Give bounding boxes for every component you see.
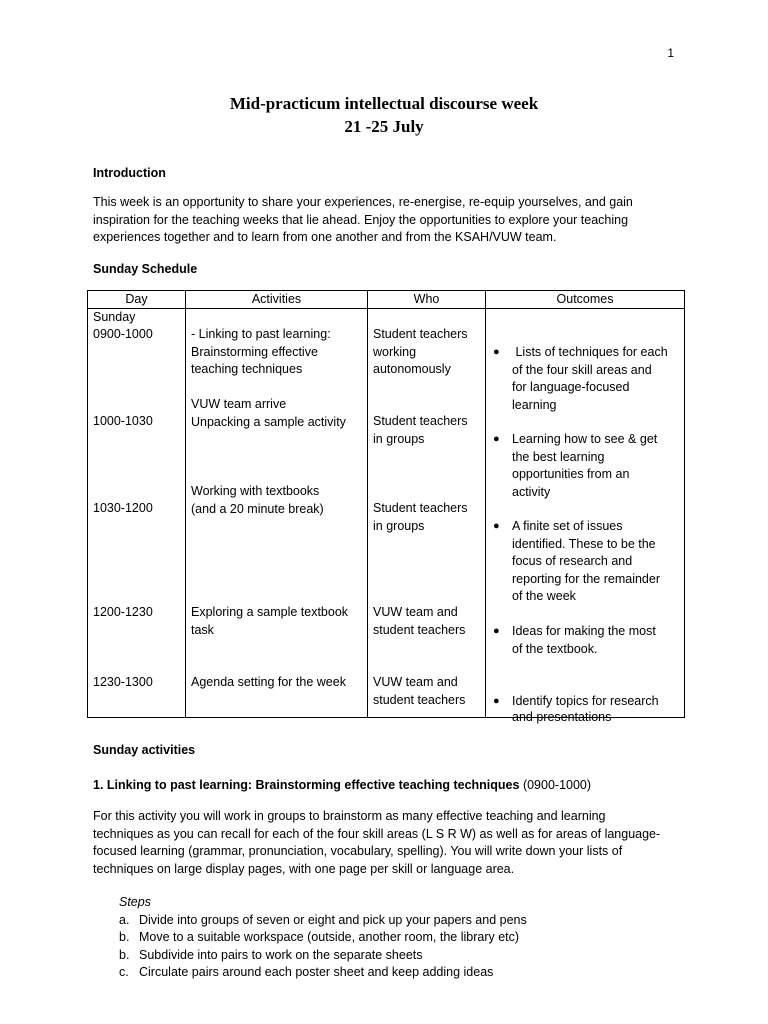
who-entry bbox=[373, 413, 468, 448]
who-line: student teachers bbox=[373, 622, 466, 637]
outcome-line: for language-focused bbox=[512, 380, 630, 394]
sunday-activities-heading: Sunday activities bbox=[93, 743, 196, 757]
activity-entry bbox=[191, 483, 324, 518]
header-who: Who bbox=[368, 291, 486, 309]
bullet-icon: ● bbox=[493, 346, 500, 358]
outcome-line: A finite set of issues bbox=[512, 519, 623, 533]
step-text: Circulate pairs around each poster sheet and keep adding ideas bbox=[139, 965, 494, 979]
outcome-line: focus of research and bbox=[512, 554, 633, 568]
who-line: working bbox=[373, 344, 417, 359]
list-item bbox=[119, 947, 527, 965]
day-label: Sunday bbox=[93, 310, 136, 324]
outcome-line: of the textbook. bbox=[512, 641, 598, 656]
activity-1-time: (0900-1000) bbox=[519, 778, 592, 792]
bullet-icon: ● bbox=[493, 433, 500, 445]
header-activities: Activities bbox=[186, 291, 368, 309]
who-column bbox=[368, 309, 486, 718]
step-text: Subdivide into pairs to work on the separate sheets bbox=[139, 947, 423, 962]
bullet-icon: ● bbox=[493, 695, 500, 707]
activity-1-paragraph bbox=[93, 808, 713, 878]
activity-line: Working with textbooks bbox=[191, 484, 320, 498]
document-title bbox=[0, 92, 768, 138]
who-line: in groups bbox=[373, 518, 425, 533]
header-day: Day bbox=[88, 291, 186, 309]
schedule-heading: Sunday Schedule bbox=[93, 262, 198, 276]
step-text: Move to a suitable workspace (outside, another room, the library etc) bbox=[139, 930, 520, 944]
outcome-line: reporting for the remainder bbox=[512, 571, 660, 586]
activity-line: Unpacking a sample activity bbox=[191, 414, 346, 429]
outcome-line: and presentations bbox=[512, 710, 612, 724]
introduction-paragraph bbox=[93, 194, 693, 247]
who-line: VUW team and bbox=[373, 675, 458, 689]
outcome-line: Learning how to see & get bbox=[512, 432, 658, 446]
steps-list bbox=[119, 894, 527, 982]
introduction-line: experiences together and to learn from one another and from the KSAH/VUW team. bbox=[93, 230, 557, 244]
activity-line: Brainstorming effective bbox=[191, 344, 318, 359]
outcome-line: the best learning bbox=[512, 449, 605, 464]
outcome-line: Lists of techniques for each bbox=[512, 345, 668, 359]
step-letter: b. bbox=[119, 930, 130, 944]
paragraph-line: techniques on large display pages, with one page per skill or language area. bbox=[93, 861, 515, 876]
outcome-line: opportunities from an bbox=[512, 467, 630, 481]
who-line: student teachers bbox=[373, 692, 466, 707]
who-line: in groups bbox=[373, 431, 425, 446]
activity-1-title bbox=[93, 777, 713, 795]
outcomes-column bbox=[486, 309, 685, 724]
who-line: VUW team and bbox=[373, 605, 458, 619]
day-column bbox=[88, 309, 186, 718]
who-line: Student teachers bbox=[373, 327, 468, 341]
outcome-line: activity bbox=[512, 484, 551, 499]
step-letter: b. bbox=[119, 947, 130, 962]
outcome-line: of the four skill areas and bbox=[512, 362, 652, 377]
activity-line: Exploring a sample textbook bbox=[191, 605, 349, 619]
activity-entry bbox=[191, 396, 346, 431]
page-number: 1 bbox=[667, 46, 674, 60]
time-slot: 1000-1030 bbox=[93, 414, 153, 428]
paragraph-line: focused learning (grammar, pronunciation, vocabulary, spelling). You will write down your lists of bbox=[93, 844, 623, 858]
sunday-schedule-table bbox=[87, 290, 685, 724]
who-entry bbox=[373, 326, 468, 379]
activity-line: task bbox=[191, 622, 214, 637]
activity-entry bbox=[191, 674, 346, 692]
activity-1-name: 1. Linking to past learning: Brainstorming effective teaching techniques bbox=[93, 778, 520, 792]
step-text: Divide into groups of seven or eight and pick up your papers and pens bbox=[139, 912, 527, 927]
steps-label: Steps bbox=[119, 895, 151, 909]
who-entry bbox=[373, 674, 465, 709]
step-letter: a. bbox=[119, 912, 130, 927]
introduction-line: This week is an opportunity to share your experiences, re-energise, re-equip yourselves, and gain bbox=[93, 195, 633, 209]
who-entry bbox=[373, 604, 465, 639]
activity-entry bbox=[191, 604, 348, 639]
activity-line: VUW team arrive bbox=[191, 397, 287, 411]
time-slot: 1030-1200 bbox=[93, 501, 153, 515]
time-slot: 1230-1300 bbox=[93, 675, 153, 689]
paragraph-line: For this activity you will work in groups to brainstorm as many effective teaching and learning bbox=[93, 809, 606, 823]
who-line: Student teachers bbox=[373, 414, 468, 428]
outcome-line: Ideas for making the most bbox=[512, 624, 656, 638]
outcome-line: Identify topics for research bbox=[512, 694, 659, 708]
list-item bbox=[119, 912, 527, 930]
who-line: Student teachers bbox=[373, 501, 468, 515]
introduction-heading: Introduction bbox=[93, 166, 166, 180]
activity-entry bbox=[191, 326, 331, 379]
table-row bbox=[88, 309, 685, 718]
table-header-row bbox=[88, 291, 685, 309]
who-entry bbox=[373, 500, 468, 535]
time-slot: 1200-1230 bbox=[93, 605, 153, 619]
activity-line: teaching techniques bbox=[191, 362, 303, 376]
outcome-line: learning bbox=[512, 397, 557, 412]
step-letter: c. bbox=[119, 965, 129, 979]
activity-line: - Linking to past learning: bbox=[191, 327, 331, 341]
list-item bbox=[119, 964, 527, 982]
bullet-icon: ● bbox=[493, 625, 500, 637]
time-slot: 0900-1000 bbox=[93, 327, 153, 341]
outcome-line: of the week bbox=[512, 589, 576, 603]
bullet-icon: ● bbox=[493, 520, 500, 532]
who-line: autonomously bbox=[373, 362, 451, 376]
activity-line: Agenda setting for the week bbox=[191, 675, 346, 689]
activities-column bbox=[186, 309, 368, 718]
paragraph-line: techniques as you can recall for each of the four skill areas (L S R W) as well as for areas of language- bbox=[93, 826, 661, 841]
title-line-1: Mid-practicum intellectual discourse week bbox=[229, 94, 539, 113]
activity-line: (and a 20 minute break) bbox=[191, 501, 324, 516]
introduction-line: inspiration for the teaching weeks that lie ahead. Enjoy the opportunities to explore your teaching bbox=[93, 212, 629, 227]
header-outcomes: Outcomes bbox=[486, 291, 685, 309]
list-item bbox=[119, 929, 527, 947]
outcome-line: identified. These to be the bbox=[512, 536, 656, 551]
title-line-2: 21 -25 July bbox=[344, 117, 424, 136]
